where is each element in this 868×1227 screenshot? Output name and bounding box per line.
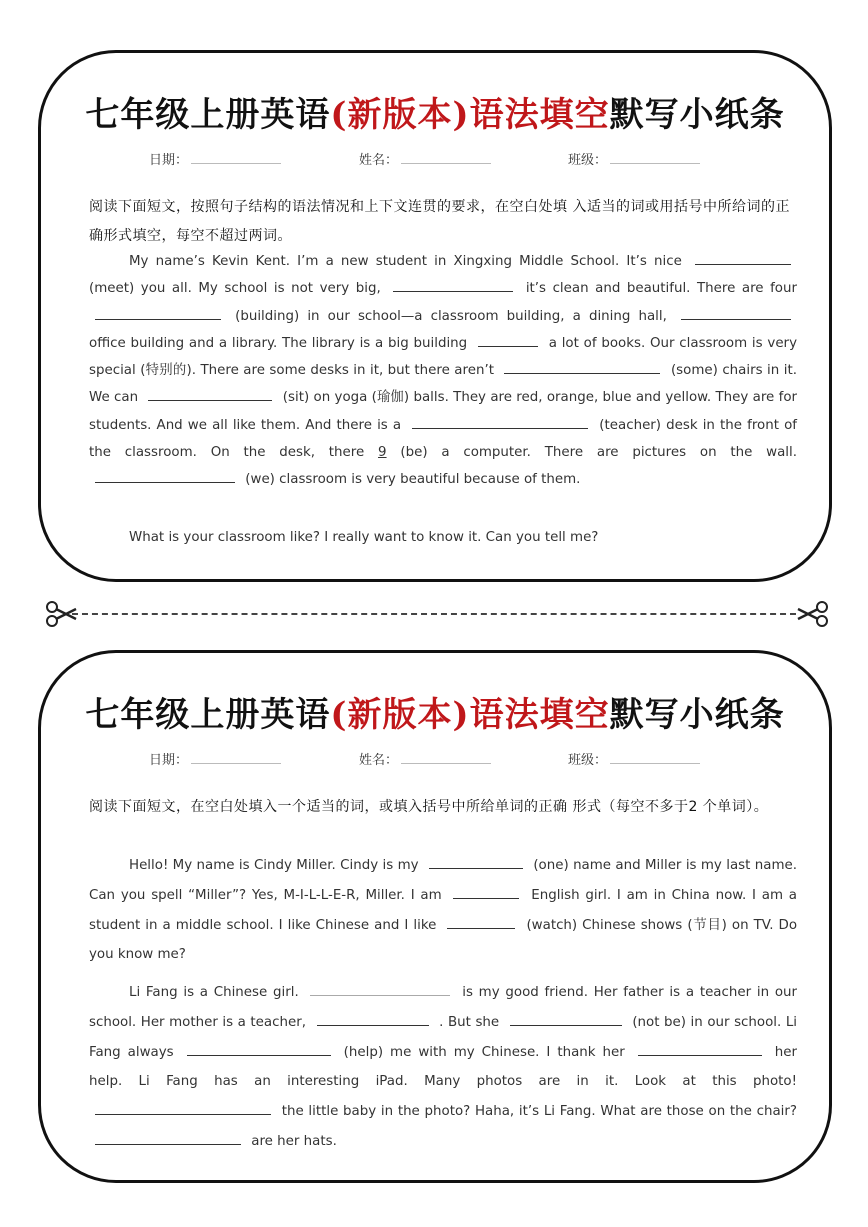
answer-blank[interactable] — [695, 252, 791, 265]
name-line[interactable] — [401, 751, 491, 764]
passage-text: (not be) in our school. Li Fang always — [89, 1014, 798, 1060]
passage-text: (be) a computer. There are pictures on the wall. — [400, 445, 797, 461]
passage-text: the little baby in the photo? Haha, it’s Li Fang. What are those on the chair? — [281, 1104, 797, 1120]
passage-paragraph-1 — [89, 851, 797, 970]
date-label: 日期： — [149, 153, 189, 168]
passage-text: My name’s Kevin Kent. I’m a new student in Xingxing Middle School. It’s nice — [129, 254, 682, 269]
instructions: 阅读下面短文，在空白处填入一个适当的词，或填入括号中所给单词的正确 形式（每空不多于2 个单词）。 — [89, 799, 769, 815]
passage-text: Li Fang is a Chinese girl. — [129, 985, 299, 1000]
name-field[interactable] — [359, 749, 491, 768]
passage-text: are her hats. — [251, 1133, 337, 1149]
answer-blank[interactable] — [447, 916, 515, 929]
class-line[interactable] — [610, 151, 700, 164]
name-label: 姓名： — [359, 753, 399, 768]
answer-blank[interactable] — [310, 983, 450, 996]
title-part: 默写小纸条 — [609, 95, 785, 135]
note-card-1 — [38, 50, 832, 582]
title-part: 默写小纸条 — [609, 695, 785, 735]
date-field[interactable] — [149, 149, 281, 168]
class-field[interactable] — [568, 149, 700, 168]
dashed-divider — [72, 613, 796, 615]
name-line[interactable] — [401, 151, 491, 164]
class-line[interactable] — [610, 751, 700, 764]
class-label: 班级： — [568, 753, 608, 768]
answer-blank[interactable] — [429, 856, 523, 869]
passage-text: (we) classroom is very beautiful because of them. — [245, 472, 581, 488]
answer-blank[interactable] — [95, 307, 221, 320]
passage-paragraph — [89, 248, 797, 494]
answer-blank[interactable] — [681, 307, 791, 320]
name-field[interactable] — [359, 149, 491, 168]
date-label: 日期： — [149, 753, 189, 768]
passage-text: English girl. I am in China now. I am a student in a middle school. I like Chinese and I like — [89, 887, 797, 933]
class-field[interactable] — [568, 749, 700, 768]
scissors-icon — [44, 599, 78, 629]
answer-blank[interactable] — [504, 361, 660, 374]
answer-blank[interactable] — [95, 470, 235, 483]
passage-text: (one) name and Miller is my last name. Can you spell “Miller”? Yes, M-I-L-L-E-R, Miller. I am — [89, 858, 797, 903]
answer-blank[interactable] — [478, 334, 538, 347]
card-title — [41, 87, 829, 136]
passage-text: (sit) on yoga (瑜伽) balls. They are red, orange, blue and yellow. They are for students. And we all like them. And there is a — [89, 390, 798, 433]
card-title — [41, 687, 829, 736]
title-highlight: (新版本)语法填空 — [330, 95, 610, 135]
date-line[interactable] — [191, 751, 281, 764]
passage-text: . But she — [439, 1014, 500, 1030]
closing-line: What is your classroom like? I really want to know it. Can you tell me? — [129, 530, 599, 545]
answer-blank[interactable] — [412, 416, 588, 429]
answer-blank[interactable] — [638, 1043, 762, 1056]
passage-text: (help) me with my Chinese. I thank her — [343, 1044, 625, 1060]
class-label: 班级： — [568, 153, 608, 168]
date-line[interactable] — [191, 151, 281, 164]
cut-line — [0, 613, 868, 615]
answer-blank[interactable] — [95, 1102, 271, 1115]
answer-blank[interactable] — [453, 886, 519, 899]
answer-blank[interactable] — [187, 1043, 331, 1056]
answer-blank[interactable] — [393, 279, 513, 292]
answer-blank[interactable] — [148, 388, 272, 401]
passage-text: office building and a library. The library is a big building — [89, 335, 468, 351]
passage-text: (some) chairs in it. We can — [89, 363, 797, 406]
question-number: 9 — [378, 445, 387, 461]
passage-text: a lot of books. Our classroom is very special (特别的). There are some desks in it, but there aren’t — [89, 335, 797, 379]
passage-text: (building) in our school—a classroom building, a dining hall, — [235, 308, 667, 324]
note-card-2 — [38, 650, 832, 1183]
passage-text: her help. Li Fang has an interesting iPad. Many photos are in it. Look at this photo! — [89, 1044, 798, 1090]
title-part: 七年级上册英语 — [85, 695, 331, 735]
date-field[interactable] — [149, 749, 281, 768]
scissors-icon — [796, 599, 830, 629]
passage-text: (watch) Chinese shows (节目) on TV. Do you know me? — [89, 917, 798, 963]
instructions: 阅读下面短文，按照句子结构的语法情况和上下文连贯的要求，在空白处填 入适当的词或用括号中所给词的正确形式填空，每空不超过两词。 — [89, 199, 790, 244]
title-part: 七年级上册英语 — [85, 95, 331, 135]
passage-text: it’s clean and beautiful. There are four — [525, 281, 797, 297]
title-highlight: (新版本)语法填空 — [330, 695, 610, 735]
passage-text: (meet) you all. My school is not very big, — [89, 281, 381, 297]
answer-blank[interactable] — [317, 1013, 429, 1026]
passage-paragraph-2 — [89, 978, 797, 1157]
passage-text: (teacher) desk in the front of the classroom. On the desk, there — [89, 417, 797, 461]
answer-blank[interactable] — [95, 1132, 241, 1145]
passage-text: is my good friend. Her father is a teacher in our school. Her mother is a teacher, — [89, 985, 798, 1030]
passage-text: Hello! My name is Cindy Miller. Cindy is my — [129, 858, 419, 873]
name-label: 姓名： — [359, 153, 399, 168]
answer-blank[interactable] — [510, 1013, 622, 1026]
